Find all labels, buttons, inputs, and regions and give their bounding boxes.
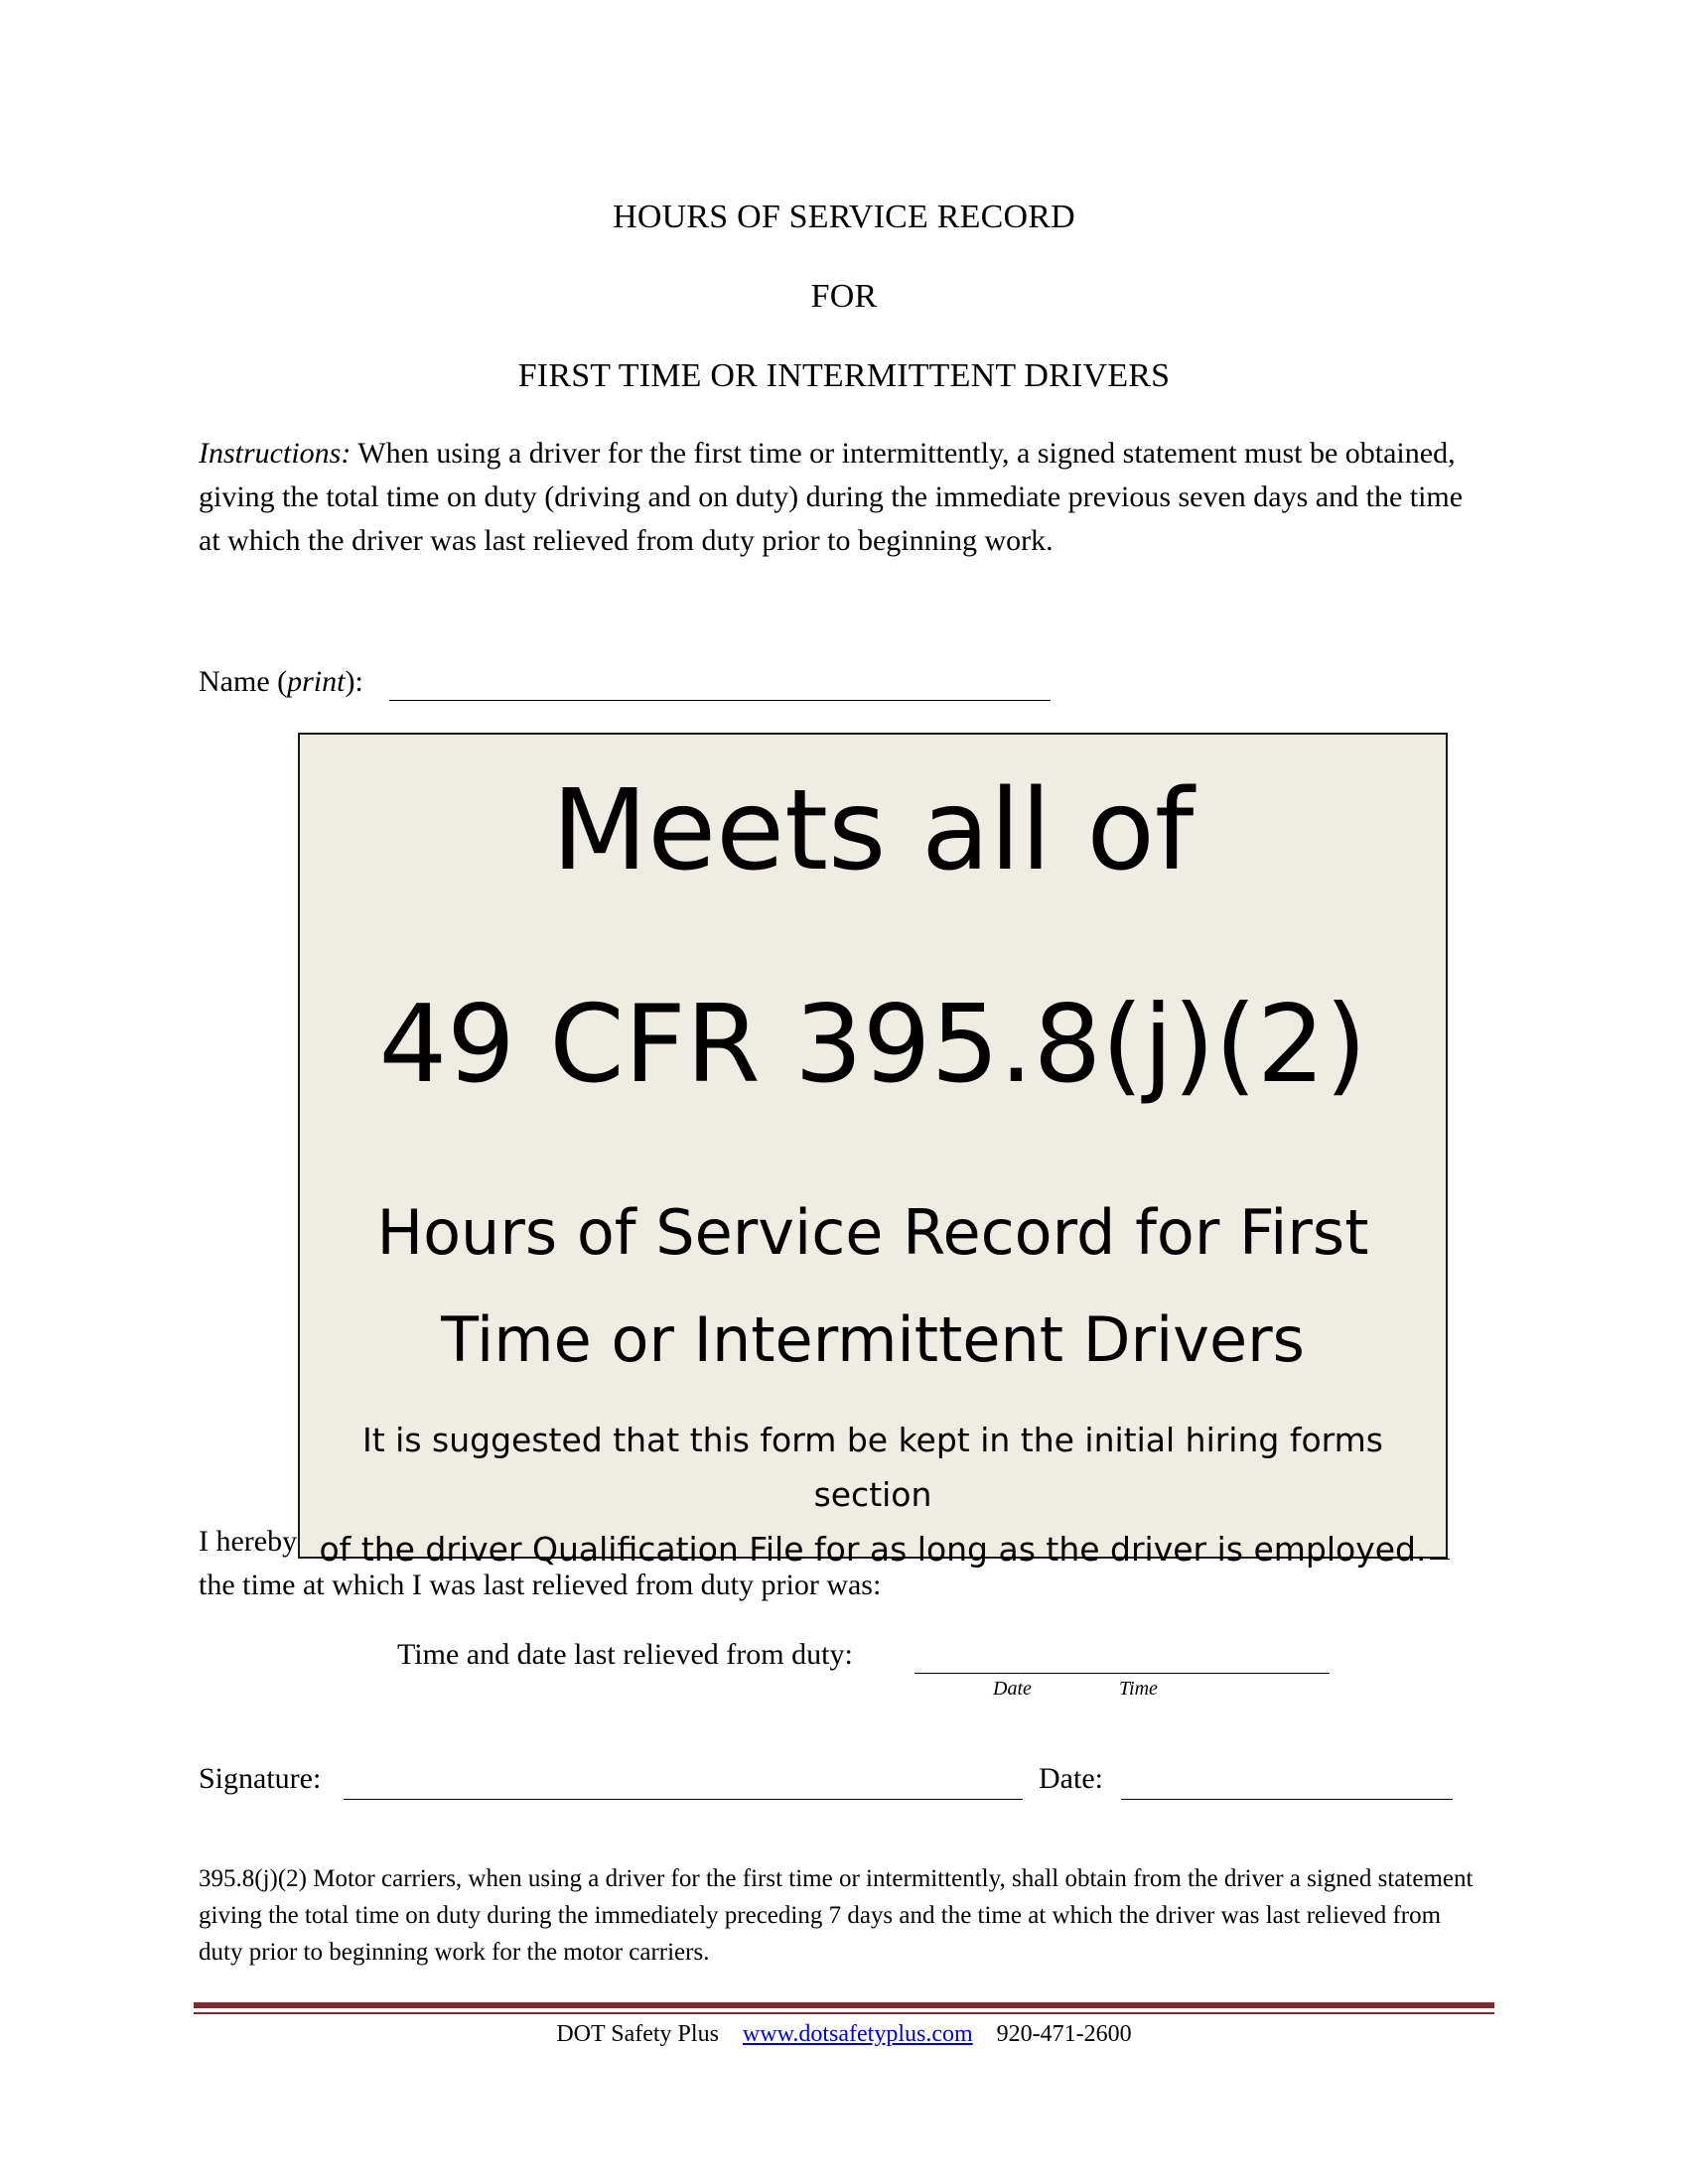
footer-company: DOT Safety Plus: [556, 2021, 719, 2047]
overlay-regulation: 49 CFR 395.8(j)(2): [378, 983, 1367, 1107]
overlay-note-line2: of the driver Qualification File for as long as the driver is employed.: [319, 1530, 1427, 1569]
certification-text-start: I hereby: [199, 1525, 298, 1558]
instructions-paragraph: [199, 432, 1489, 563]
document-title-for: FOR: [810, 278, 878, 315]
date-label: Date:: [1039, 1762, 1103, 1795]
instructions-text: When using a driver for the first time or intermittently, a signed statement must be obtained, giving the total time on duty (driving and on duty) during the immediate previous seven days and the time at which the driver was last relieved from duty prior to beginning work.: [199, 437, 1464, 557]
footer-rule-thin: [194, 2012, 1494, 2014]
name-label: Name (print):: [199, 665, 363, 698]
overlay-form-name-line1: Hours of Service Record for First: [376, 1196, 1369, 1269]
instructions-lead: Instructions:: [199, 437, 352, 470]
relieved-label: Time and date last relieved from duty:: [397, 1638, 853, 1671]
signature-input-line[interactable]: [344, 1799, 1023, 1800]
relieved-time-caption: Time: [1119, 1678, 1158, 1700]
relieved-input-line[interactable]: [914, 1673, 1330, 1674]
regulation-footnote: 395.8(j)(2) Motor carriers, when using a driver for the first time or intermittently, shall obtain from the driver a signed statement giving the total time on duty during the immediately preceding 7 days and the time at which the driver was last relieved from duty prior to beginning work for the motor carriers.: [199, 1865, 1474, 1966]
overlay-form-name: [300, 1179, 1446, 1394]
name-input-line[interactable]: [389, 700, 1051, 701]
relieved-date-caption: Date: [993, 1678, 1032, 1700]
footer-website-link[interactable]: www.dotsafetyplus.com: [742, 2021, 973, 2047]
overlay-note-line1: It is suggested that this form be kept in the initial hiring forms section: [362, 1421, 1383, 1514]
footer-phone: 920-471-2600: [996, 2021, 1132, 2047]
overlay-note: [300, 1413, 1446, 1576]
certification-text-line2: the time at which I was last relieved from duty prior was:: [199, 1569, 882, 1601]
overlay-heading: Meets all of: [551, 766, 1195, 895]
overlay-form-name-line2: Time or Intermittent Drivers: [441, 1303, 1305, 1376]
compliance-overlay-box: [298, 733, 1448, 1569]
date-input-line[interactable]: [1121, 1799, 1453, 1800]
document-subtitle: FIRST TIME OR INTERMITTENT DRIVERS: [517, 357, 1171, 394]
footer: [0, 2021, 1688, 2048]
document-title: HOURS OF SERVICE RECORD: [613, 199, 1075, 235]
signature-label: Signature:: [199, 1762, 322, 1795]
footer-rule-thick: [194, 2002, 1494, 2008]
